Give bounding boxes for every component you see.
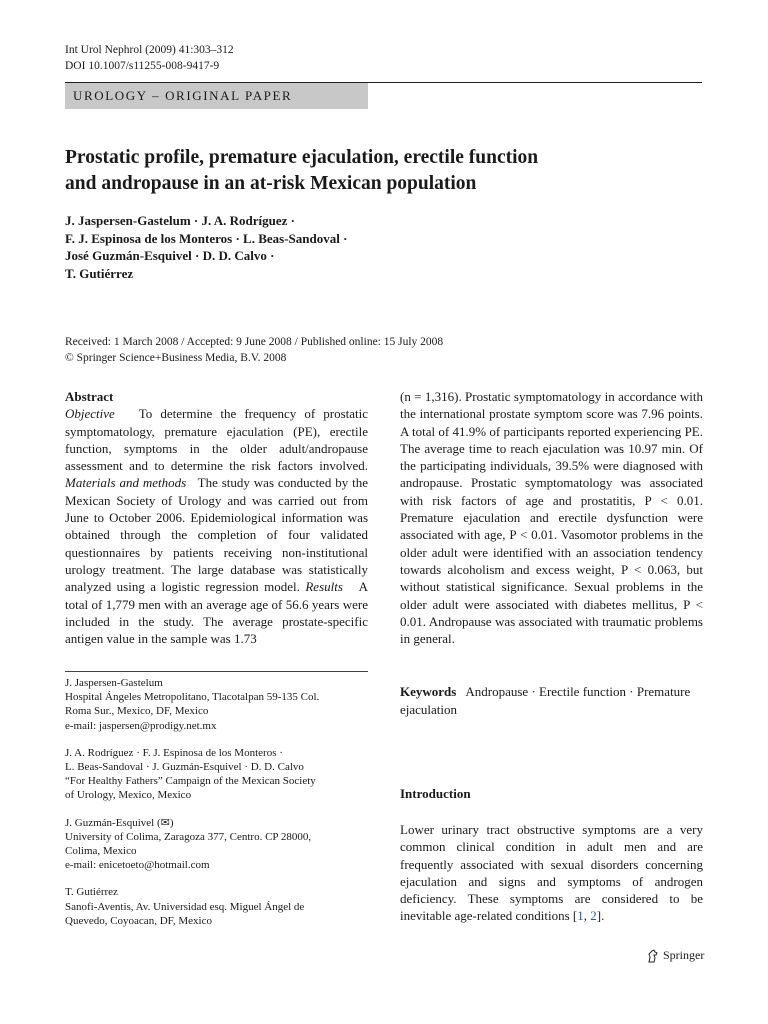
results-text: A total of 1,779 men with an average age of 56.6 years were included in the study. The average prostate-specific antigen value in the sample was 1.73 [65,579,368,647]
publisher-logo [647,948,704,963]
email-line: e-mail: jaspersen@prodigy.net.mx [65,719,217,732]
affiliation-line: L. Beas-Sandoval · J. Guzmán-Esquivel · D. D. Calvo [65,761,304,774]
affiliations [65,676,368,941]
objective-label: Objective [65,406,115,422]
abstract-continued: (n = 1,316). Prostatic symptomatology in accordance with the international prostate symptom score was 7.96 points. A total of 41.9% of participants reported experiencing PE. The average time to reach ejaculation was 10.97 min. Of the participating individuals, 39.5% were diagnosed with andropause. Prostatic symptomatology was associated with risk factors of age and prostatitis, P < 0.01. Premature ejaculation and erectile dysfunction were associated with age, P < 0.01. Vasomotor problems in the older adult were identified with an association tendency towards alcoholism and excess weight, P < 0.063, but without statistical significance. Sexual problems in the older adult were associated with diabetes mellitus, P < 0.01. Andropause was associated with traumatic problems in general. [400,389,703,647]
affiliation-block [65,885,368,928]
copyright-line: © Springer Science+Business Media, B.V. 2008 [65,351,287,364]
affiliation-line: “For Healthy Fathers” Campaign of the Mexican Society [65,775,316,788]
author-line: F. J. Espinosa de los Monteros · L. Beas-Sandoval · [65,230,348,246]
affiliation-line: T. Gutiérrez [65,886,118,899]
keywords-label: Keywords [400,684,457,699]
citation-link[interactable]: 2 [590,908,597,924]
introduction-body [400,821,703,925]
citation-link[interactable]: 1 [577,908,584,924]
dates-line: Received: 1 March 2008 / Accepted: 9 June 2008 / Published online: 15 July 2008 [65,336,444,348]
citation-separator: , [583,908,591,924]
affiliation-line: Sanofi-Aventis, Av. Universidad esq. Miguel Ángel de [65,900,305,913]
abstract-body [65,405,368,647]
affiliation-line: Hospital Ángeles Metropolitano, Tlacotalpan 59-135 Col. [65,691,320,704]
title-line-1: Prostatic profile, premature ejaculation, erectile function [65,147,539,168]
section-banner [65,83,368,109]
affiliation-line: J. A. Rodríguez · F. J. Espinosa de los Monteros · [65,746,283,759]
methods-text: The study was conducted by the Mexican Society of Urology and was carried out from June to October 2006. Epidemiological information was obtained through the completion of four validated questionnaires by patients receiving non-institutional urology treatment. The large database was statistically analyzed using a logistic regression model. [65,475,368,595]
journal-citation [65,42,234,74]
citation-line: Int Urol Nephrol (2009) 41:303–312 [65,44,234,56]
abstract-right-column [400,388,703,647]
affiliation-line: Colima, Mexico [65,845,137,858]
title-line-2: and andropause in an at-risk Mexican population [65,173,477,194]
introduction-heading: Introduction [400,786,471,801]
author-list [65,212,347,282]
author-line: José Guzmán-Esquivel · D. D. Calvo · [65,248,275,263]
keywords [400,683,703,718]
email-line: e-mail: enicetoeto@hotmail.com [65,859,210,872]
abstract-heading: Abstract [65,389,114,404]
affiliation-line: of Urology, Mexico, Mexico [65,789,192,802]
keywords-text: Andropause · Erectile function · Premature ejaculation [400,684,691,717]
affiliation-line: University of Colima, Zaragoza 377, Centro. CP 28000, [65,830,312,843]
publication-dates [65,335,443,366]
objective-text: To determine the frequency of prostatic symptomatology, premature ejaculation (PE), erectile function, symptoms in the older adult/andropause assessment and to determine the risk factors involved. [65,406,369,474]
footnote-rule [65,671,368,672]
author-line: T. Gutiérrez [65,265,134,281]
affiliation-block [65,746,368,803]
methods-label: Materials and methods [65,475,187,491]
publisher-name: Springer [663,948,705,962]
section-label: UROLOGY – ORIGINAL PAPER [73,88,293,103]
abstract-left-column [65,388,368,647]
springer-horse-icon [647,949,659,963]
affiliation-block [65,816,368,873]
affiliation-line: Quevedo, Coyoacan, DF, Mexico [65,914,212,927]
citation-end: ]. [596,908,605,924]
introduction-text: Lower urinary tract obstructive symptoms are a very common clinical condition in adult men and are frequently associated with sexual disorders concerning ejaculation and signs and symptoms of androgen deficiency. These symptoms are considered to be inevitable age-related conditions [ [400,822,703,924]
affiliation-block [65,676,368,733]
doi-line: DOI 10.1007/s11255-008-9417-9 [65,60,220,72]
affiliation-line: J. Jaspersen-Gastelum [65,677,163,689]
affiliation-line: J. Guzmán-Esquivel (✉) [65,816,174,829]
results-label: Results [305,579,343,595]
affiliation-line: Roma Sur., Mexico, DF, Mexico [65,705,209,718]
article-title [65,145,705,197]
author-line: J. Jaspersen-Gastelum · J. A. Rodríguez · [65,213,296,228]
